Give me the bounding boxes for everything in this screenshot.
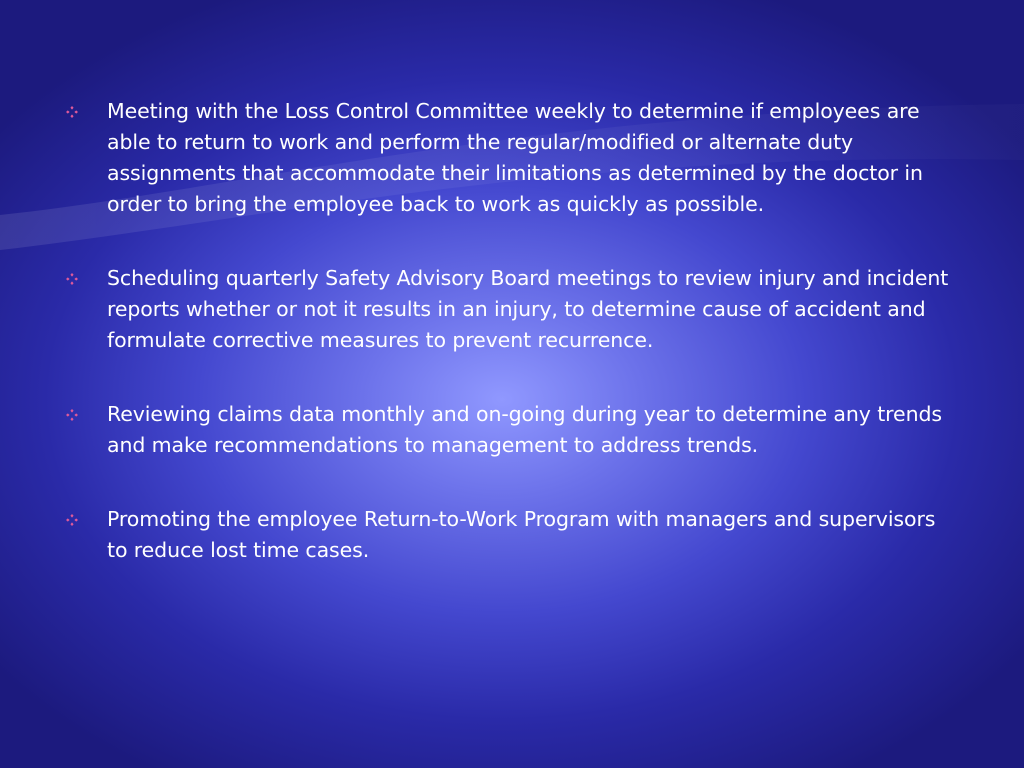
bullet-item — [62, 504, 962, 566]
bullet-item — [62, 399, 962, 461]
four-diamond-icon — [66, 106, 78, 118]
four-diamond-icon — [66, 409, 78, 421]
four-diamond-icon — [66, 273, 78, 285]
bullet-text: Scheduling quarterly Safety Advisory Board meetings to review injury and incident reports whether or not it results in an injury, to determine cause of accident and formulate corrective measures to prevent recurrence. — [107, 266, 949, 352]
bullet-text: Reviewing claims data monthly and on-going during year to determine any trends and make recommendations to management to address trends. — [107, 402, 942, 457]
bullet-text: Promoting the employee Return-to-Work Program with managers and supervisors to reduce lost time cases. — [107, 507, 936, 562]
four-diamond-icon — [66, 514, 78, 526]
bullet-list — [62, 96, 962, 566]
bullet-text: Meeting with the Loss Control Committee weekly to determine if employees are able to return to work and perform the regular/modified or alternate duty assignments that accommodate their limitations as determined by the doctor in order to bring the employee back to work as quickly as possible. — [107, 99, 923, 216]
bullet-item — [62, 263, 962, 356]
bullet-item — [62, 96, 962, 220]
